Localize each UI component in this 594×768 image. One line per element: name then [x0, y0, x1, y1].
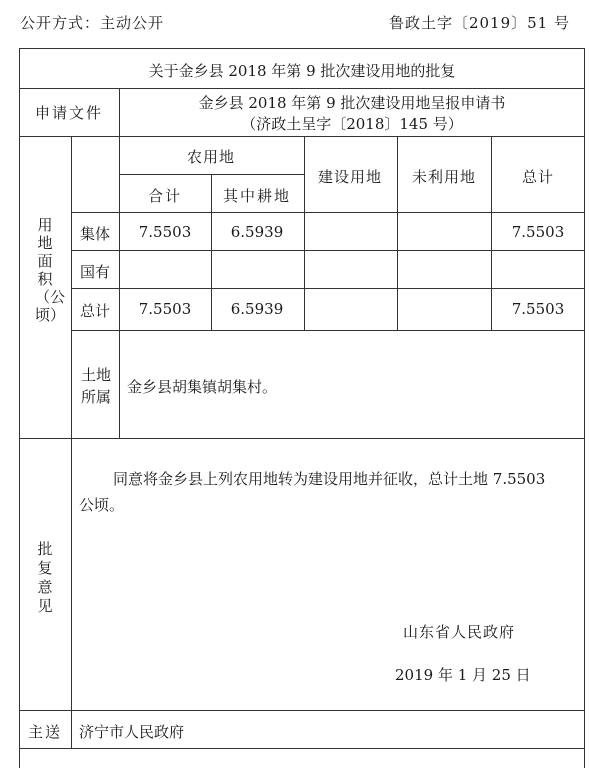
- row-label-collective: 集体: [79, 225, 111, 243]
- row-label-total: 总计: [79, 302, 111, 320]
- application-doc-line1: 金乡县 2018 年第 9 批次建设用地呈报申请书: [198, 94, 506, 112]
- construction-land-header: 建设用地: [317, 168, 383, 186]
- unused-land-header: 未利用地: [411, 168, 477, 186]
- document-number: 鲁政土字〔2019〕51 号: [388, 14, 570, 32]
- approval-form-table: [19, 48, 585, 768]
- recipient-value: 济宁市人民政府: [79, 723, 185, 741]
- approval-opinion-label: 批复意见: [37, 540, 53, 615]
- row-label-state-owned: 国有: [79, 263, 111, 281]
- land-area-side-label: 用地面积（公顷）: [35, 216, 66, 324]
- application-label: 申请文件: [34, 104, 104, 122]
- disclosure-mode: 公开方式：主动公开: [20, 14, 165, 32]
- cell-collective-cultivated: 6.5939: [230, 223, 284, 241]
- farmland-total-header: 合计: [147, 187, 183, 205]
- cell-collective-farmland-total: 7.5503: [138, 223, 192, 241]
- cell-total-grand-total: 7.5503: [511, 300, 565, 318]
- cell-collective-grand-total: 7.5503: [511, 223, 565, 241]
- recipient-label: 主送: [27, 723, 63, 741]
- cultivated-header: 其中耕地: [222, 187, 292, 205]
- approval-text-line1: 同意将金乡县上列农用地转为建设用地并征收，总计土地 7.5503: [113, 470, 546, 488]
- cell-total-farmland-total: 7.5503: [138, 300, 192, 318]
- land-ownership-value: 金乡县胡集镇胡集村。: [127, 378, 278, 396]
- total-header: 总计: [521, 168, 555, 186]
- application-doc-line2: （济政土呈字〔2018〕145 号）: [241, 115, 463, 133]
- approval-text-line2: 公顷。: [79, 496, 125, 514]
- land-ownership-label: 土地所属: [80, 366, 111, 406]
- approval-date: 2019 年 1 月 25 日: [395, 666, 531, 684]
- issuing-authority: 山东省人民政府: [403, 623, 516, 641]
- cell-total-cultivated: 6.5939: [230, 300, 284, 318]
- farmland-header: 农用地: [186, 148, 236, 166]
- document-title: 关于金乡县 2018 年第 9 批次建设用地的批复: [148, 62, 456, 80]
